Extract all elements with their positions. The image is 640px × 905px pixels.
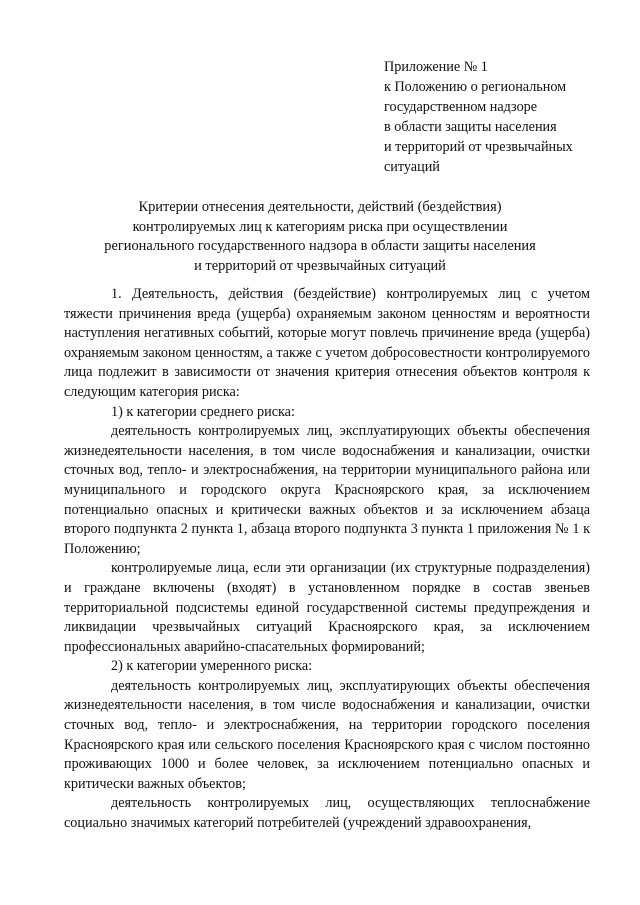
title-line: и территорий от чрезвычайных ситуаций [194,257,446,274]
appendix-line: к Положению о региональном [384,79,567,95]
appendix-line: и территорий от чрезвычайных [384,139,573,155]
paragraph-1: 1. Деятельность, действия (бездействие) контролируемых лиц с учетом тяжести причинения вреда (ущерба) охраняемым законом ценностям и вероятности наступления негативных событий, которые могут повлечь причинение вреда (ущерба) охраняемым законом ценностям, а также с учетом добросовестности контролируемого лица подлежит в зависимости от значения критерия отнесения объектов контроля к следующим категория риска: [64,286,590,400]
appendix-line: Приложение № 1 [384,59,488,75]
title-line: регионального государственного надзора в области защиты населения [104,238,536,254]
list-item-moderate-risk: 2) к категории умеренного риска: [111,658,313,675]
paragraph-4: деятельность контролируемых лиц, эксплуатирующих объекты обеспечения жизнедеятельности населения, в том числе водоснабжения и канализации, очистки сточных вод, тепло- и электроснабжения, на территории городского поселения Красноярского края или сельского поселения Красноярского края с числом постоянно проживающих 1000 и более человек, за исключением потенциально опасных и критически важных объектов; [64,677,590,792]
document-body [64,285,590,834]
appendix-line: государственном надзоре [384,99,538,115]
document-title [60,198,580,276]
appendix-line: в области защиты населения [384,119,557,135]
title-line: контролируемых лиц к категориям риска при осуществлении [132,218,508,235]
appendix-line: ситуаций [384,159,440,175]
title-line: Критерии отнесения деятельности, действий (бездействия) [138,199,502,215]
paragraph-3: контролируемые лица, если эти организации (их структурные подразделения) и граждане включены (входят) в установленном порядке в состав звеньев территориальной подсистемы единой государственной системы предупреждения и ликвидации чрезвычайных ситуаций Красноярского края, за исключением профессиональных аварийно-спасательных формирований; [64,560,590,655]
list-item-medium-risk: 1) к категории среднего риска: [111,403,295,420]
paragraph-2: деятельность контролируемых лиц, эксплуатирующих объекты обеспечения жизнедеятельности населения, в том числе водоснабжения и канализации, очистки сточных вод, тепло- и электроснабжения, на территории муниципального района или муниципального и городского округа Красноярского края, за исключением потенциально опасных и критически важных объектов и за исключением абзаца второго подпункта 2 пункта 1, абзаца второго подпункта 3 пункта 1 приложения № 1 к Положению; [64,423,590,557]
paragraph-5: деятельность контролируемых лиц, осуществляющих теплоснабжение социально значимых категорий потребителей (учреждений здравоохранения, [64,795,590,832]
appendix-header [384,57,624,177]
